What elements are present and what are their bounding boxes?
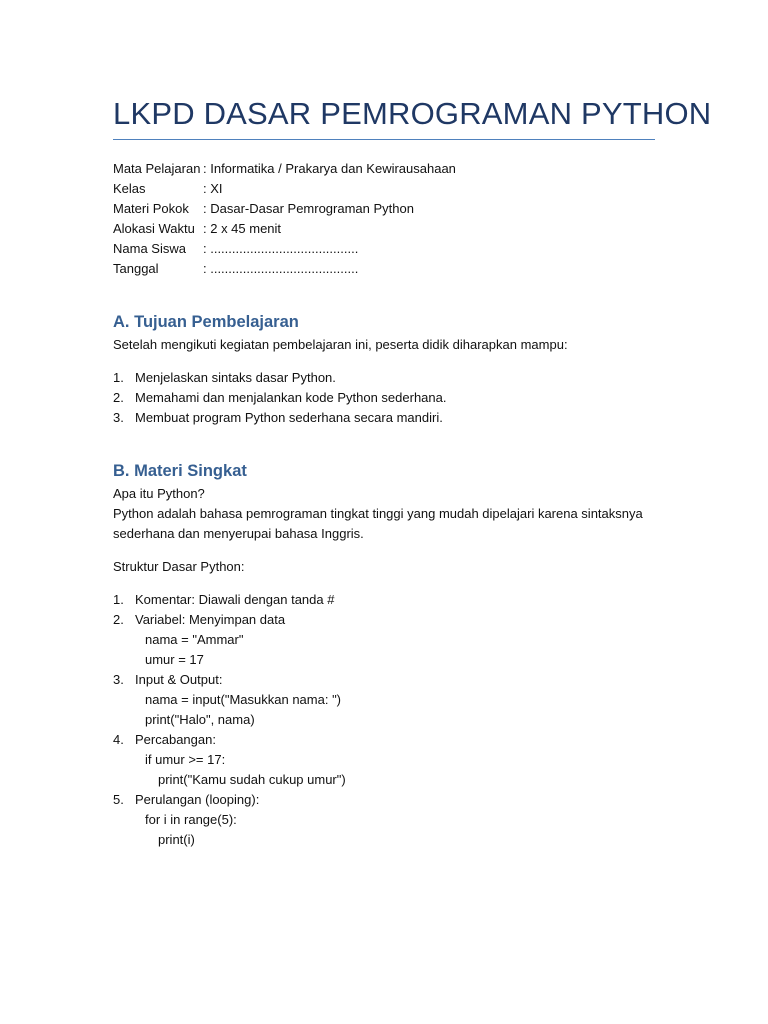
list-number: 3.: [113, 410, 124, 425]
list-number: 1.: [113, 370, 124, 385]
list-number: 5.: [113, 792, 124, 807]
list-text: Percabangan:: [135, 732, 216, 747]
code-line: nama = "Ammar": [145, 632, 244, 647]
title-underline: [113, 139, 655, 140]
list-item: [113, 670, 346, 690]
meta-key: Kelas: [113, 181, 146, 196]
list-item: [113, 790, 346, 810]
list-number: 2.: [113, 390, 124, 405]
code-line: print("Kamu sudah cukup umur"): [158, 772, 346, 787]
meta-key: Mata Pelajaran: [113, 161, 201, 176]
section-b-paragraph-line2: sederhana dan menyerupai bahasa Inggris.: [113, 526, 364, 541]
list-item: [113, 730, 346, 750]
code-line: if umur >= 17:: [145, 752, 226, 767]
code-line: print(i): [158, 832, 195, 847]
list-number: 3.: [113, 672, 124, 687]
meta-value: : Informatika / Prakarya dan Kewirausahaan: [203, 161, 456, 176]
code-line: umur = 17: [145, 652, 204, 667]
meta-value: : .........................................: [203, 261, 359, 276]
section-b-structure-label: Struktur Dasar Python:: [113, 559, 245, 574]
list-number: 1.: [113, 592, 124, 607]
meta-key: Nama Siswa: [113, 241, 186, 256]
section-b-paragraph-line1: Python adalah bahasa pemrograman tingkat tinggi yang mudah dipelajari karena sintaksnya: [113, 506, 643, 521]
list-item: [113, 590, 346, 610]
meta-key: Materi Pokok: [113, 201, 189, 216]
list-number: 4.: [113, 732, 124, 747]
section-b-question: Apa itu Python?: [113, 486, 205, 501]
code-line: nama = input("Masukkan nama: "): [145, 692, 342, 707]
list-text: Menjelaskan sintaks dasar Python.: [135, 370, 336, 385]
code-line: print("Halo", nama): [145, 712, 255, 727]
list-text: Input & Output:: [135, 672, 223, 687]
meta-value: : 2 x 45 menit: [203, 221, 282, 236]
section-b-list: [113, 590, 346, 850]
meta-value: : XI: [203, 181, 223, 196]
section-a-intro: Setelah mengikuti kegiatan pembelajaran ini, peserta didik diharapkan mampu:: [113, 337, 568, 352]
list-text: Komentar: Diawali dengan tanda #: [135, 592, 335, 607]
meta-key: Tanggal: [113, 261, 159, 276]
section-a-heading: A. Tujuan Pembelajaran: [113, 313, 299, 331]
list-text: Memahami dan menjalankan kode Python sederhana.: [135, 390, 447, 405]
list-number: 2.: [113, 612, 124, 627]
list-item: [113, 610, 346, 630]
list-text: Variabel: Menyimpan data: [135, 612, 286, 627]
list-text: Membuat program Python sederhana secara mandiri.: [135, 410, 443, 425]
meta-value: : Dasar-Dasar Pemrograman Python: [203, 201, 414, 216]
list-text: Perulangan (looping):: [135, 792, 260, 807]
section-b-heading: B. Materi Singkat: [113, 462, 247, 480]
document-title: LKPD DASAR PEMROGRAMAN PYTHON: [113, 96, 712, 131]
meta-value: : .........................................: [203, 241, 359, 256]
meta-key: Alokasi Waktu: [113, 221, 195, 236]
code-line: for i in range(5):: [145, 812, 237, 827]
